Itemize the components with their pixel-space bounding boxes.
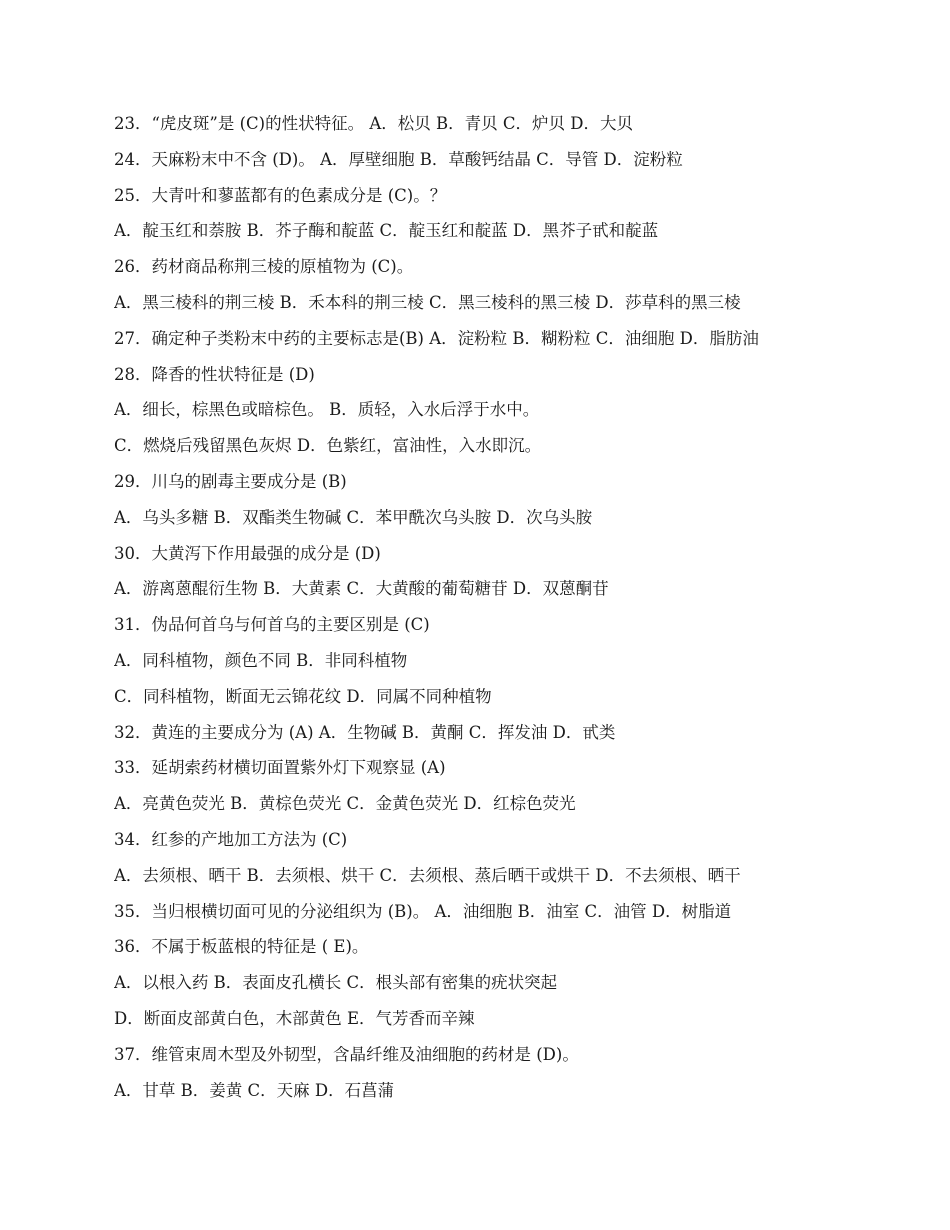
text-line: 30．大黄泻下作用最强的成分是 (D) [114, 543, 381, 563]
text-line: 32．黄连的主要成分为 (A) A．生物碱 B．黄酮 C．挥发油 D．甙类 [114, 722, 616, 742]
question-list [114, 111, 914, 1113]
text-line: A．乌头多糖 B．双酯类生物碱 C．苯甲酰次乌头胺 D．次乌头胺 [114, 507, 593, 527]
text-line: C．同科植物，断面无云锦花纹 D．同属不同种植物 [114, 686, 492, 706]
text-line: 28．降香的性状特征是 (D) [114, 364, 315, 384]
text-line: A．靛玉红和萘胺 B．芥子酶和靛蓝 C．靛玉红和靛蓝 D．黑芥子甙和靛蓝 [114, 221, 659, 241]
text-line: 35．当归根横切面可见的分泌组织为 (B)。 A．油细胞 B．油室 C．油管 D．树脂道 [114, 901, 732, 921]
text-line: 23．“虎皮斑”是 (C)的性状特征。 A．松贝 B．青贝 C．炉贝 D．大贝 [114, 114, 633, 133]
text-line: A．细长，棕黑色或暗棕色。 B．质轻，入水后浮于水中。 [114, 400, 540, 420]
text-line: C．燃烧后残留黑色灰烬 D．色紫红，富油性，入水即沉。 [114, 436, 542, 456]
text-line: 31．伪品何首乌与何首乌的主要区别是 (C) [114, 615, 430, 635]
text-line: 37．维管束周木型及外韧型，含晶纤维及油细胞的药材是 (D)。 [114, 1044, 579, 1064]
text-line: A．甘草 B．姜黄 C．天麻 D．石菖蒲 [114, 1080, 395, 1100]
text-line: 25．大青叶和蓼蓝都有的色素成分是 (C)。？ [114, 185, 447, 205]
text-line: 36．不属于板蓝根的特征是 ( E)。 [114, 937, 369, 957]
text-line: 34．红参的产地加工方法为 (C) [114, 829, 348, 849]
text-line: A．游离蒽醌衍生物 B．大黄素 C．大黄酸的葡萄糖苷 D．双蒽酮苷 [114, 579, 609, 599]
text-line: D．断面皮部黄白色，木部黄色 E．气芳香而辛辣 [114, 1008, 475, 1028]
text-line: 33．延胡索药材横切面置紫外灯下观察显 (A) [114, 758, 446, 778]
text-line: 29．川乌的剧毒主要成分是 (B) [114, 471, 347, 491]
text-line: 27．确定种子类粉末中药的主要标志是(B) A．淀粉粒 B．糊粉粒 C．油细胞 D．脂肪油 [114, 328, 759, 348]
text-line: A．同科植物，颜色不同 B．非同科植物 [114, 650, 408, 670]
text-line: 26．药材商品称荆三棱的原植物为 (C)。 [114, 257, 414, 277]
text-line: 24．天麻粉末中不含 (D)。 A．厚壁细胞 B．草酸钙结晶 C．导管 D．淀粉粒 [114, 149, 683, 169]
text-line: A．去须根、晒干 B．去须根、烘干 C．去须根、蒸后晒干或烘干 D．不去须根、晒干 [114, 865, 741, 885]
text-line: A．亮黄色荧光 B．黄棕色荧光 C．金黄色荧光 D．红棕色荧光 [114, 794, 576, 814]
text-line: A．以根入药 B．表面皮孔横长 C．根头部有密集的疣状突起 [114, 973, 558, 993]
text-line: A．黑三棱科的荆三棱 B．禾本科的荆三棱 C．黑三棱科的黑三棱 D．莎草科的黑三棱 [114, 292, 741, 312]
